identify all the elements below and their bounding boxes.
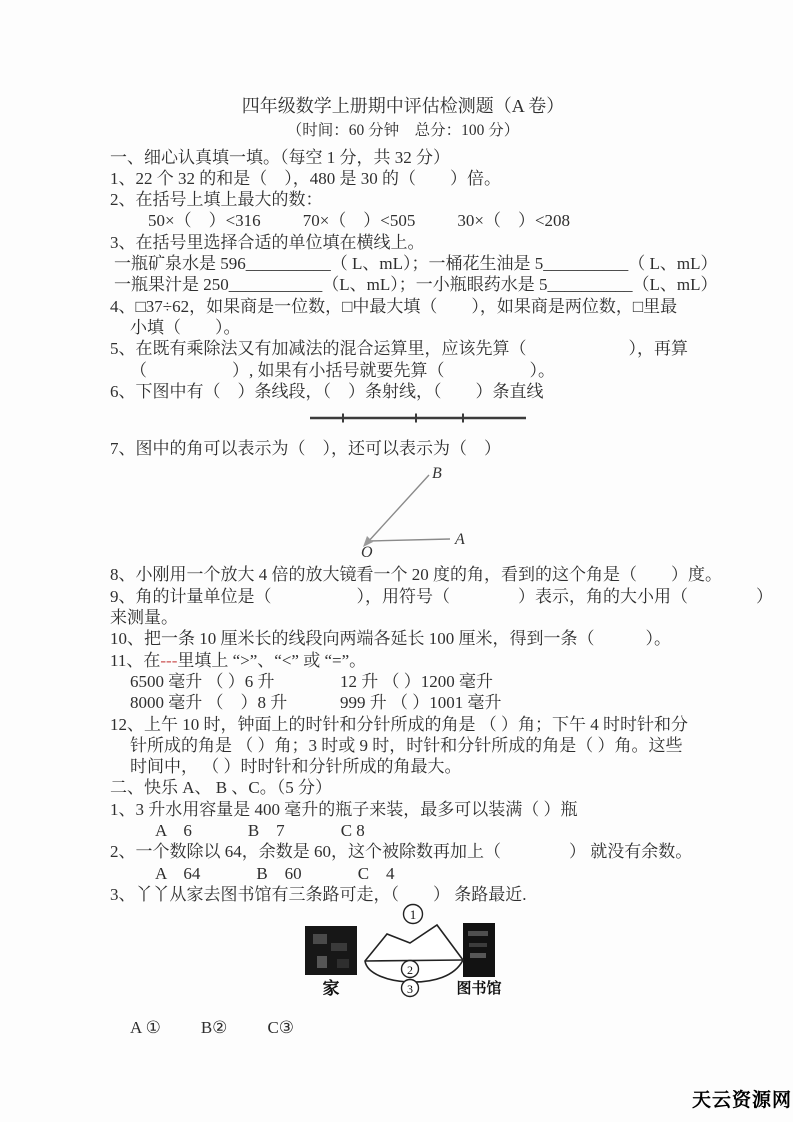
question-12-line2: 针所成的角是 （ ）角；3 时或 9 时，时针和分针所成的角是（ ）角。这些 <box>130 735 683 755</box>
path2-badge <box>402 961 419 978</box>
question-9-line1: 9、角的计量单位是（ ），用符号（ ）表示，角的大小用（ ） <box>110 586 773 606</box>
question-6: 6、下图中有（ ）条线段，（ ）条射线，（ ）条直线 <box>110 381 544 401</box>
comparison-3: 8000 毫升 （ ）8 升 <box>130 693 288 713</box>
angle-label-o: O <box>361 544 373 560</box>
path1-badge <box>404 905 423 924</box>
section2-question-3-options <box>110 1017 696 1038</box>
line-segment-figure <box>308 410 528 426</box>
expression-1: 50×（ ）<316 <box>148 211 261 231</box>
path3-number: 3 <box>407 982 413 997</box>
option-b: B 7 <box>247 821 285 841</box>
option-c: C 4 <box>357 863 395 883</box>
question-12-line3: 时间中， （ ）时时针和分针所成的角最大。 <box>130 757 462 777</box>
question-3-line2: 一瓶果汁是 250___________（L、mL）；一小瓶眼药水是 5__________（L、mL） <box>114 275 718 295</box>
question-4-line2: 小填（ ）。 <box>130 317 241 337</box>
home-photo <box>305 926 357 975</box>
option-b: B② <box>200 1018 228 1038</box>
expression-2: 70×（ ）<505 <box>302 211 416 231</box>
library-photo <box>463 923 495 977</box>
question-4-line1: 4、□37÷62，如果商是一位数，□中最大填（ ），如果商是两位数，□里最 <box>110 296 678 316</box>
question-1: 1、22 个 32 的和是（ ），480 是 30 的（ ）倍。 <box>110 168 501 188</box>
question-5-line1: 5、在既有乘除法又有加减法的混合运算里，应该先算（ ），再算 <box>110 339 688 359</box>
angle-label-b: B <box>432 465 442 483</box>
section2-question-1-options <box>110 820 696 841</box>
question-9-line2: 来测量。 <box>110 608 178 628</box>
library-label: 图书馆 <box>456 981 502 998</box>
question-11-row1 <box>110 671 696 692</box>
section2-question-2: 2、一个数除以 64，余数是 60，这个被除数再加上（ ） 就没有余数。 <box>110 842 693 862</box>
section2-question-2-options <box>110 863 696 884</box>
option-c: C 8 <box>340 821 365 841</box>
section2-question-1: 1、3 升水用容量是 400 毫升的瓶子来装，最多可以装满（ ）瓶 <box>110 799 578 819</box>
angle-figure <box>352 463 477 559</box>
question-11-prefix: 11、在 <box>110 650 161 670</box>
comparison-2: 12 升 （ ）1200 毫升 <box>340 671 493 691</box>
exam-content <box>110 96 773 1039</box>
question-11-row2 <box>110 692 696 713</box>
exam-title: 四年级数学上册期中评估检测题（A 卷） <box>241 96 565 116</box>
site-watermark: 天云资源网 <box>691 1090 792 1111</box>
question-12-line1: 12、上午 10 时，钟面上的时针和分针所成的角是 （ ）角；下午 4 时时针和分 <box>110 714 688 734</box>
section1-heading: 一、细心认真填一填。（每空 1 分，共 32 分） <box>110 147 450 167</box>
question-11-suffix: 里填上 “>”、“<” 或 “=”。 <box>177 650 367 670</box>
question-7: 7、图中的角可以表示为（ ），还可以表示为（ ） <box>110 439 501 459</box>
path2-number: 2 <box>407 963 413 978</box>
question-5-line2: （ ）, 如果有小括号就要先算（ ）。 <box>130 360 555 380</box>
option-b: B 60 <box>256 863 302 883</box>
question-10: 10、把一条 10 厘米长的线段向两端各延长 100 厘米，得到一条（ ）。 <box>110 629 671 649</box>
home-label: 家 <box>322 979 340 999</box>
section2-heading: 二、快乐 A、 B 、C。（5 分） <box>110 778 332 798</box>
exam-time-score-info: （时间：60 分钟 总分：100 分） <box>286 122 520 140</box>
section2-question-3: 3、丫丫从家去图书馆有三条路可走，（ ） 条路最近. <box>110 884 527 904</box>
question-2-expressions <box>110 210 696 231</box>
question-3-line1: 一瓶矿泉水是 596__________（ L、mL）；一桶花生油是 5__________（ L、mL） <box>114 254 718 274</box>
option-a: A ① <box>130 1018 161 1038</box>
option-a: A 6 <box>155 821 192 841</box>
angle-label-a: A <box>455 531 465 549</box>
question-8: 8、小刚用一个放大 4 倍的放大镜看一个 20 度的角，看到的这个角是（ ）度。 <box>110 565 722 585</box>
path1-number: 1 <box>409 907 417 923</box>
question-2: 2、在括号上填上最大的数： <box>110 190 323 210</box>
home-to-library-paths-figure <box>293 901 525 1013</box>
question-3: 3、在括号里选择合适的单位填在横线上。 <box>110 232 425 252</box>
option-a: A 64 <box>155 863 201 883</box>
question-11-red-dashes: --- <box>160 650 178 670</box>
comparison-1: 6500 毫升 （ ）6 升 <box>130 671 275 691</box>
question-11 <box>110 650 696 671</box>
option-c: C③ <box>267 1018 295 1038</box>
expression-3: 30×（ ）<208 <box>457 211 571 231</box>
path3-badge <box>402 980 419 997</box>
comparison-4: 999 升 （ ）1001 毫升 <box>340 693 502 713</box>
